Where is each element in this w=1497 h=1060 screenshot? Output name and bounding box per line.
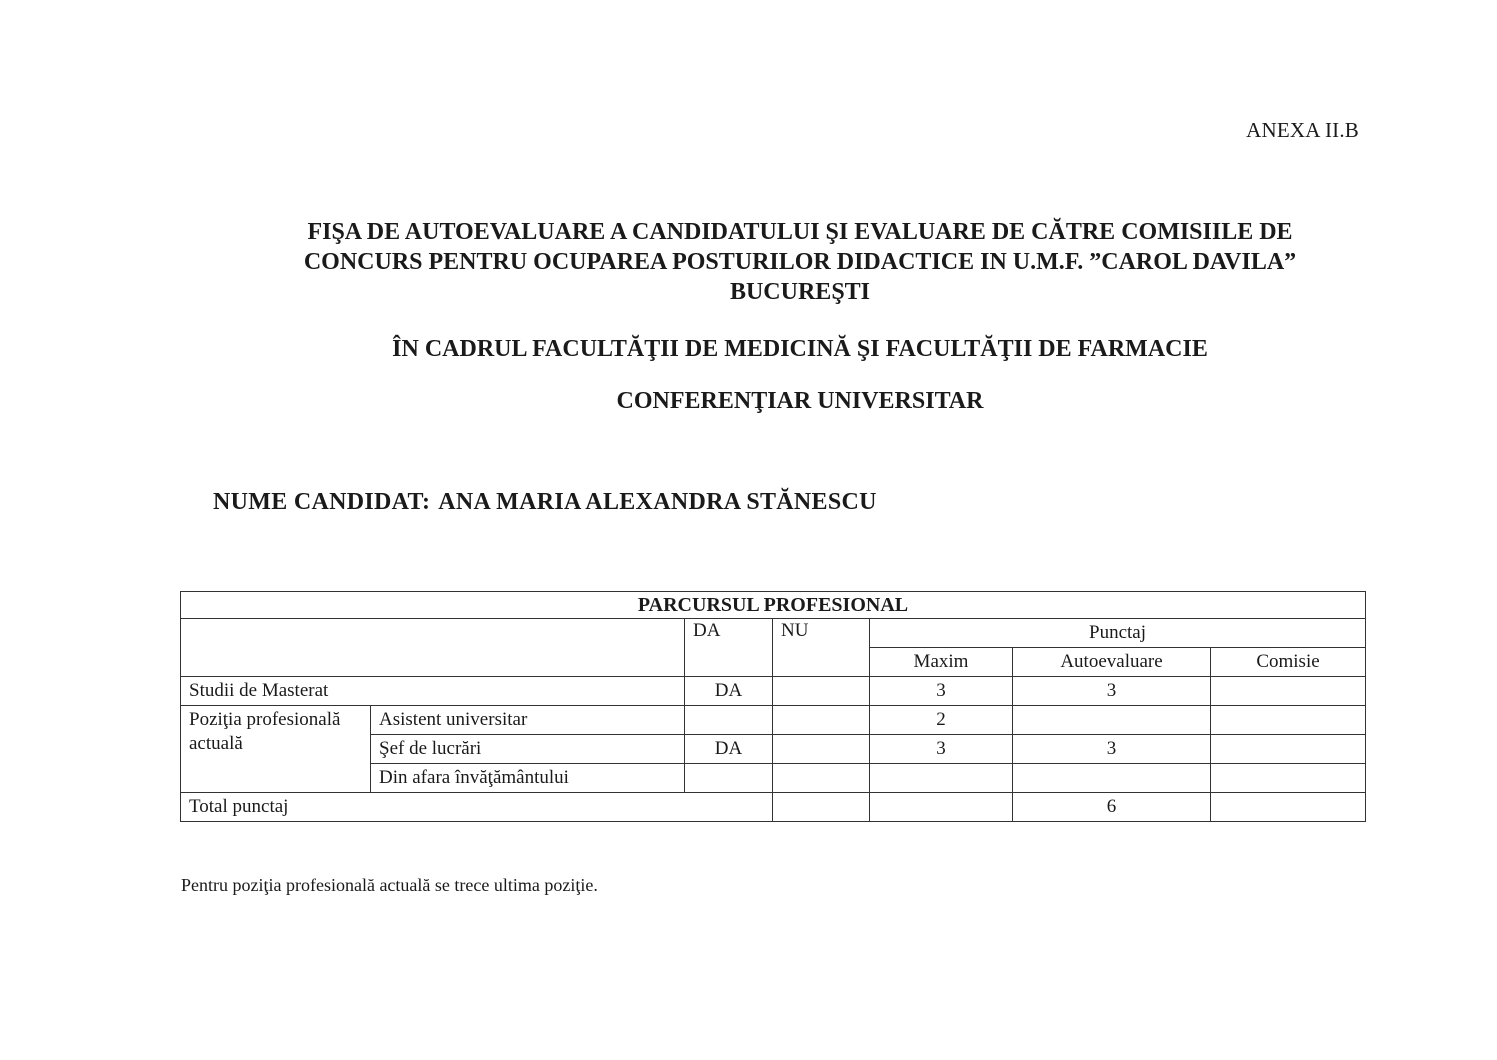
cell-autoevaluare: 3 [1013, 735, 1211, 764]
cell-maxim: 3 [870, 677, 1013, 706]
table-row [181, 677, 1366, 706]
cell-da [685, 706, 773, 735]
row-label-total: Total punctaj [181, 793, 773, 822]
header-comisie: Comisie [1211, 648, 1366, 677]
cell-nu [773, 793, 870, 822]
header-nu: NU [773, 619, 870, 677]
header-da: DA [685, 619, 773, 677]
row-label-afara: Din afara învăţământului [371, 764, 685, 793]
table-header-row [181, 619, 1366, 648]
cell-comisie-total [1211, 793, 1366, 822]
header-maxim: Maxim [870, 648, 1013, 677]
cell-da: DA [685, 735, 773, 764]
cell-maxim [870, 764, 1013, 793]
row-label-masterat: Studii de Masterat [181, 677, 685, 706]
table-title-row [181, 592, 1366, 619]
cell-comisie [1211, 764, 1366, 793]
position-title: CONFERENŢIAR UNIVERSITAR [616, 388, 984, 414]
cell-comisie [1211, 706, 1366, 735]
row-label-sef: Şef de lucrări [371, 735, 685, 764]
header-blank [181, 619, 685, 677]
title-line-2: CONCURS PENTRU OCUPAREA POSTURILOR DIDACTICE IN U.M.F. ”CAROL DAVILA” [303, 249, 1297, 275]
document-title [200, 217, 1400, 307]
evaluation-table [180, 591, 1366, 822]
cell-maxim [870, 793, 1013, 822]
cell-autoevaluare [1013, 706, 1211, 735]
row-label-pozitia: Poziţia profesională actuală [181, 706, 371, 793]
cell-da [685, 764, 773, 793]
cell-nu [773, 706, 870, 735]
cell-autoevaluare [1013, 764, 1211, 793]
cell-comisie [1211, 677, 1366, 706]
section-title: PARCURSUL PROFESIONAL [181, 592, 1366, 619]
footnote: Pentru poziţia profesională actuală se trece ultima poziţie. [181, 875, 598, 895]
faculty-subtitle: ÎN CADRUL FACULTĂŢII DE MEDICINĂ ŞI FACULTĂŢII DE FARMACIE [392, 336, 1208, 362]
cell-nu [773, 677, 870, 706]
cell-autoevaluare: 3 [1013, 677, 1211, 706]
cell-nu [773, 735, 870, 764]
title-line-3: BUCUREŞTI [729, 279, 871, 305]
cell-da: DA [685, 677, 773, 706]
table-row [181, 706, 1366, 735]
cell-autoevaluare-total: 6 [1013, 793, 1211, 822]
header-punctaj: Punctaj [870, 619, 1366, 648]
header-autoevaluare: Autoevaluare [1013, 648, 1211, 677]
candidate-label: NUME CANDIDAT: [213, 489, 431, 515]
cell-maxim: 3 [870, 735, 1013, 764]
candidate-line [213, 489, 877, 516]
cell-comisie [1211, 735, 1366, 764]
title-line-1: FIŞA DE AUTOEVALUARE A CANDIDATULUI ŞI EVALUARE DE CĂTRE COMISIILE DE [307, 219, 1293, 245]
candidate-name: ANA MARIA ALEXANDRA STĂNESCU [438, 489, 877, 515]
cell-maxim: 2 [870, 706, 1013, 735]
annex-label: ANEXA II.B [1246, 118, 1359, 142]
cell-nu [773, 764, 870, 793]
table-row [181, 793, 1366, 822]
row-label-asistent: Asistent universitar [371, 706, 685, 735]
